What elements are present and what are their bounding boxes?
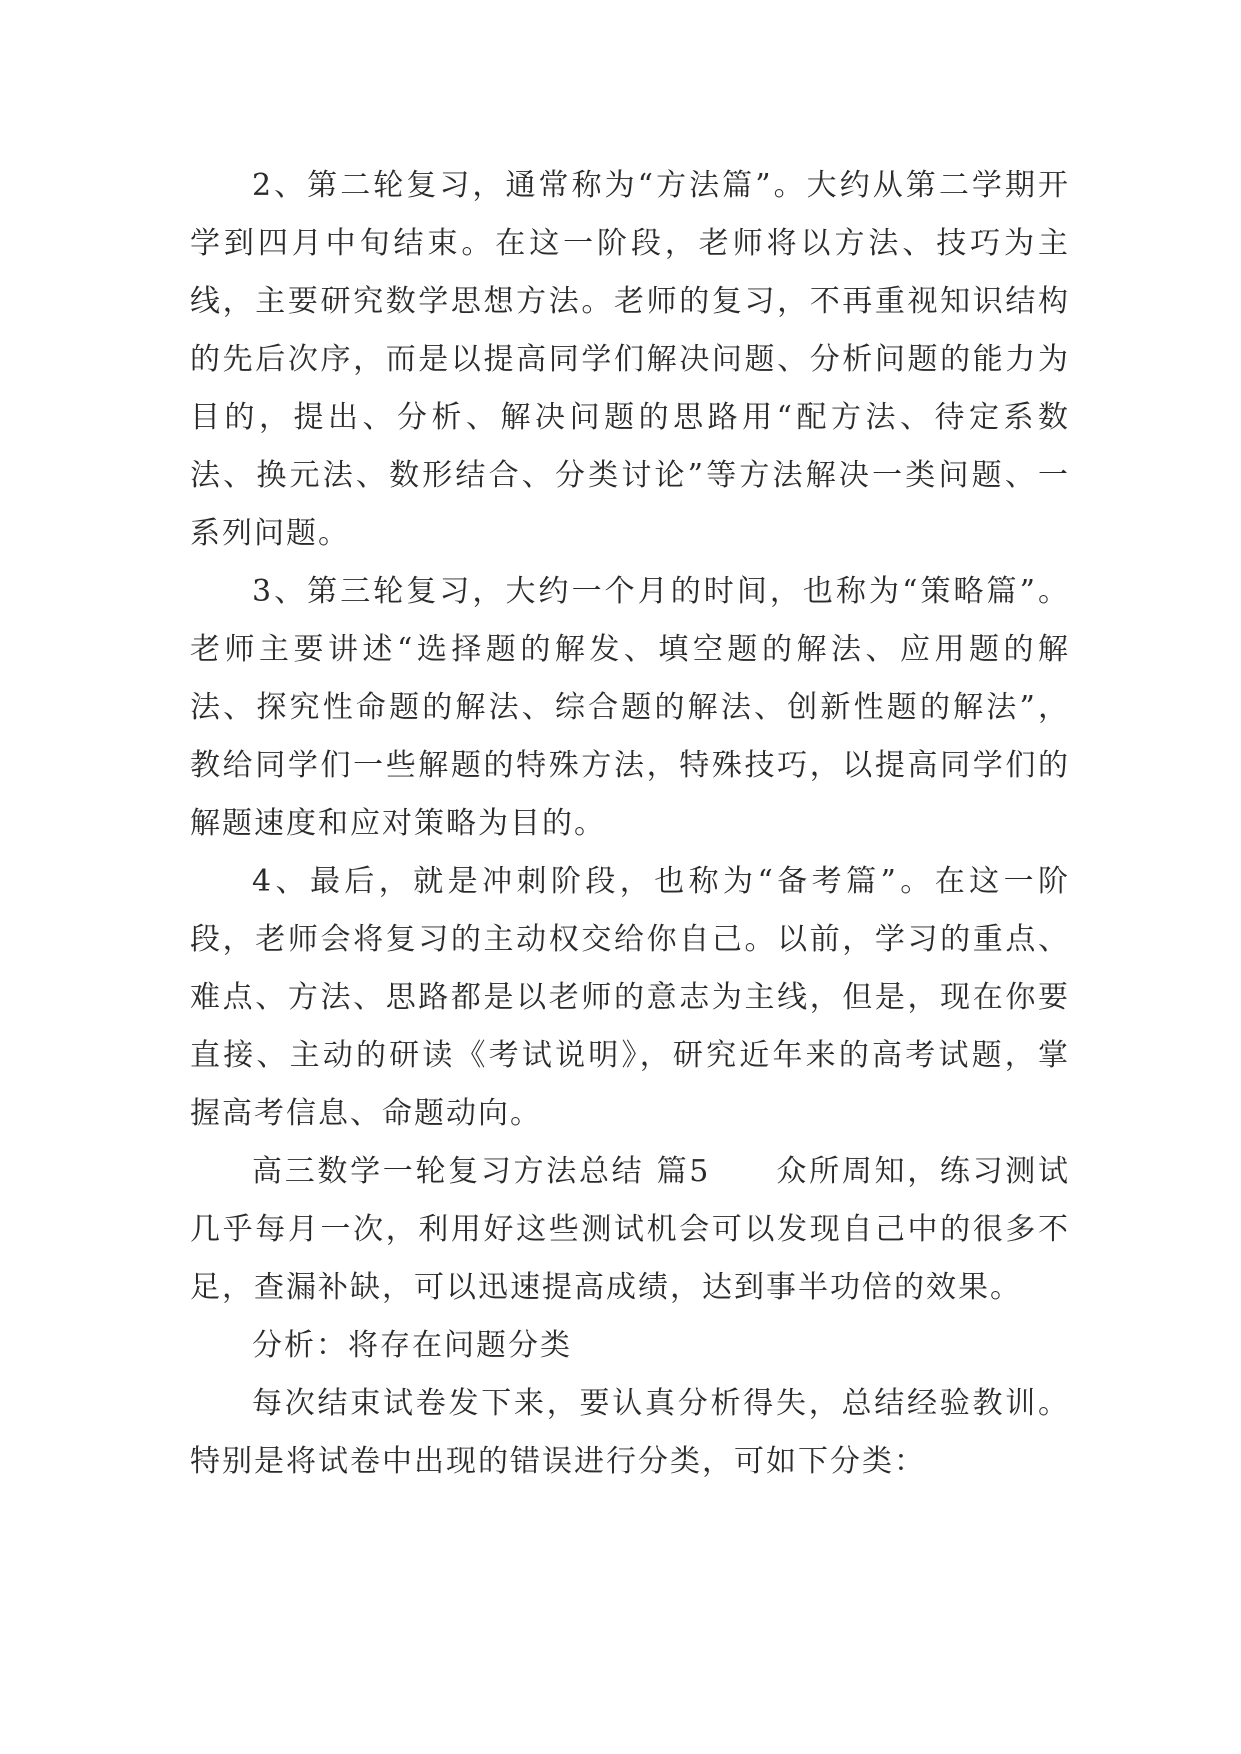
paragraph-analysis-heading: 分析：将存在问题分类 [252, 1328, 572, 1363]
document-body [190, 157, 1070, 1491]
paragraph-third-review: 3、第三轮复习，大约一个月的时间，也称为“策略篇”。老师主要讲述“选择题的解发、填空题的解法、应用题的解法、探究性命题的解法、综合题的解法、创新性题的解法”，教给同学们一些解题的特殊方法，特殊技巧，以提高同学们的解题速度和应对策略为目的。 [190, 574, 1070, 841]
paragraph-second-review: 2、第二轮复习，通常称为“方法篇”。大约从第二学期开学到四月中旬结束。在这一阶段，老师将以方法、技巧为主线，主要研究数学思想方法。老师的复习，不再重视知识结构的先后次序，而是以提高同学们解决问题、分析问题的能力为目的，提出、分析、解决问题的思路用“配方法、待定系数法、换元法、数形结合、分类讨论”等方法解决一类问题、一系列问题。 [190, 168, 1070, 551]
paragraph-error-classification: 每次结束试卷发下来，要认真分析得失，总结经验教训。特别是将试卷中出现的错误进行分类，可如下分类： [190, 1386, 1070, 1479]
paragraph-section-5-intro: 高三数学一轮复习方法总结 篇5 众所周知，练习测试几乎每月一次，利用好这些测试机会可以发现自己中的很多不足，查漏补缺，可以迅速提高成绩，达到事半功倍的效果。 [190, 1154, 1070, 1305]
paragraph-final-sprint: 4、最后，就是冲刺阶段，也称为“备考篇”。在这一阶段，老师会将复习的主动权交给你自己。以前，学习的重点、难点、方法、思路都是以老师的意志为主线，但是，现在你要直接、主动的研读《考试说明》，研究近年来的高考试题，掌握高考信息、命题动向。 [190, 864, 1070, 1131]
